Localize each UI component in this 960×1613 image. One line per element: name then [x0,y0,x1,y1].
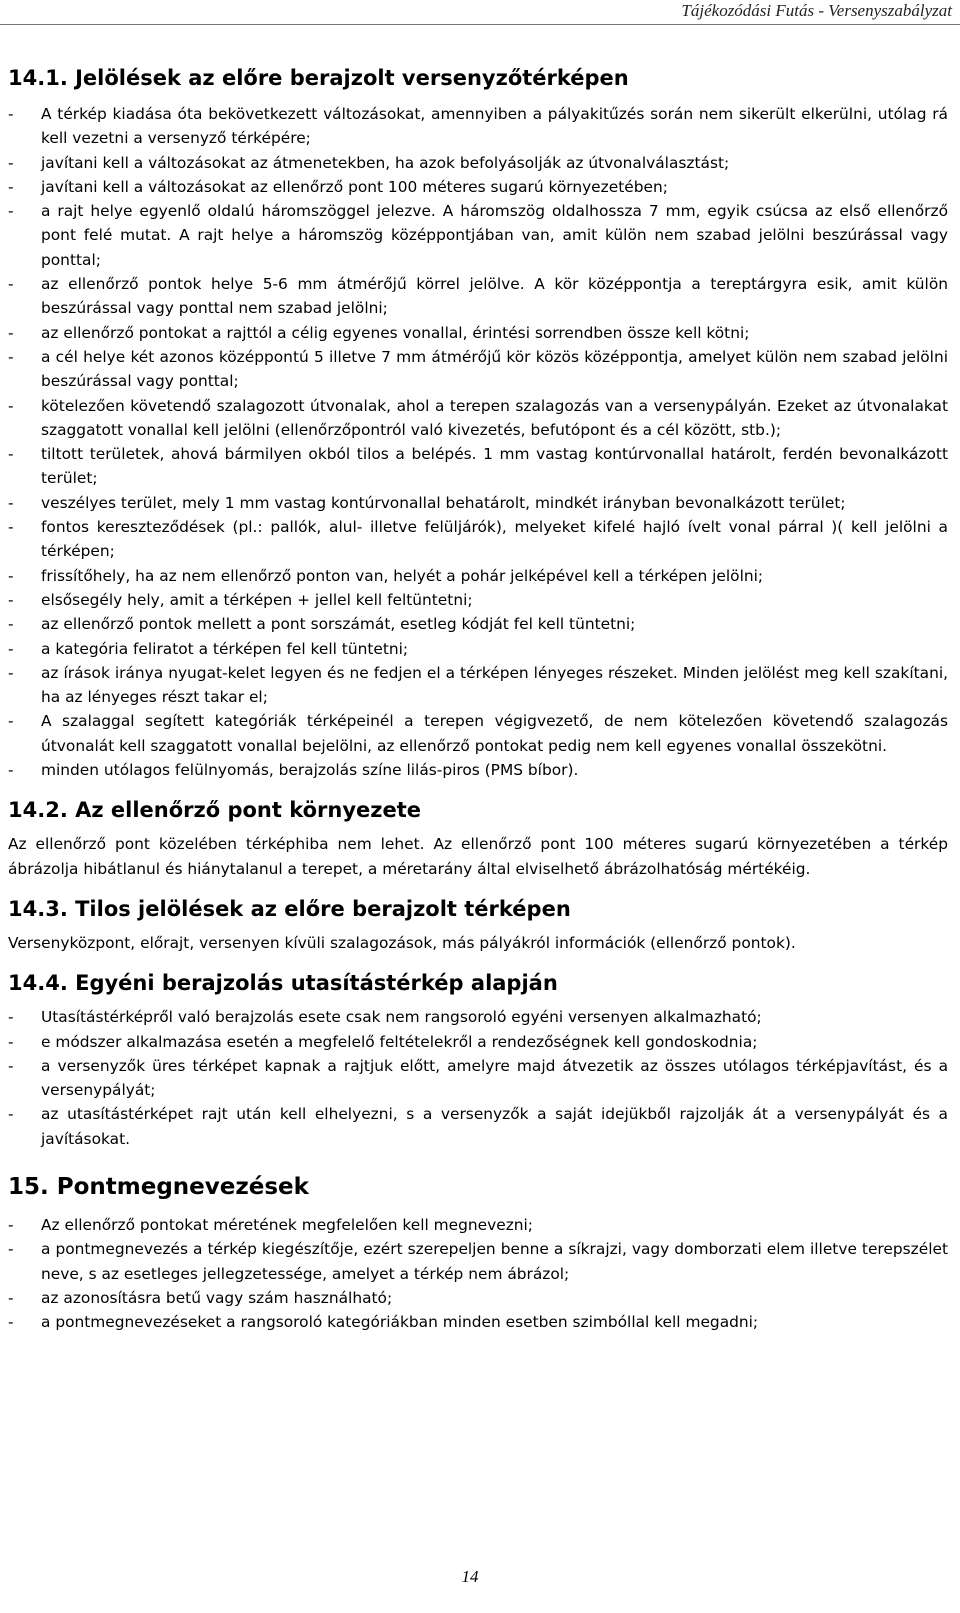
list-item: - a pontmegnevezés a térkép kiegészítője, ezért szerepeljen benne a síkrajzi, vagy domborzati elem illetve terepszélet neve, s az esetleges jellegzetessége, amelyet a térkép nem ábrázol; [8,1237,948,1286]
section-14-2-text: Az ellenőrző pont közelében térképhiba nem lehet. Az ellenőrző pont 100 méteres sugarú környezetében a térkép ábrázolja hibátlanul és hiánytalanul a terepet, a méretarány által elviselhető ábrázolhatóság mértékéig. [8,835,948,878]
list-item: - Az ellenőrző pontokat méretének megfelelően kell megnevezni; [8,1213,948,1237]
list-item: - az ellenőrző pontokat a rajttól a célig egyenes vonallal, érintési sorrendben össze kell kötni; [8,321,948,345]
section-14-4-list [8,1005,948,1151]
list-item: - az azonosításra betű vagy szám használható; [8,1286,948,1310]
section-14-3-text: Versenyközpont, előrajt, versenyen kívüli szalagozások, más pályákról információk (ellenőrző pontok). [8,933,796,952]
section-14-1-list [8,102,948,782]
list-item: - az ellenőrző pontok helye 5-6 mm átmérőjű körrel jelölve. A kör középpontja a tereptárgyra esik, amit külön beszúrással vagy ponttal nem szabad jelölni; [8,272,948,321]
list-item: - a kategória feliratot a térképen fel kell tüntetni; [8,637,948,661]
list-item: - tiltott területek, ahová bármilyen okból tilos a belépés. 1 mm vastag kontúrvonallal határolt, ferdén bevonalkázott terület; [8,442,948,491]
list-item: - Utasítástérképről való berajzolás esete csak nem rangsoroló egyéni versenyen alkalmazható; [8,1005,948,1029]
section-14-2-heading: 14.2. Az ellenőrző pont környezete [8,798,422,823]
list-item: - veszélyes terület, mely 1 mm vastag kontúrvonallal behatárolt, mindkét irányban bevonalkázott terület; [8,491,948,515]
list-item: - A térkép kiadása óta bekövetkezett változásokat, amennyiben a pályakitűzés során nem sikerült elkerülni, utólag rá kell vezetni a versenyző térképére; [8,102,948,151]
section-14-1-heading: 14.1. Jelölések az előre berajzolt versenyzőtérképen [8,66,629,90]
list-item: - elsősegély hely, amit a térképen + jellel kell feltüntetni; [8,588,948,612]
list-item: - kötelezően követendő szalagozott útvonalak, ahol a terepen szalagozás van a versenypályán. Ezeket az útvonalakat szaggatott vonallal kell jelölni (ellenőrzőpontról való kivezetés, befutópont és a cél között, stb.); [8,394,948,443]
list-item: - javítani kell a változásokat az átmenetekben, ha azok befolyásolják az útvonalválasztást; [8,151,948,175]
section-14-3-heading: 14.3. Tilos jelölések az előre berajzolt térképen [8,896,571,921]
list-item: - az ellenőrző pontok mellett a pont sorszámát, esetleg kódját fel kell tüntetni; [8,612,948,636]
list-item: - e módszer alkalmazása esetén a megfelelő feltételekről a rendezőségnek kell gondoskodnia; [8,1030,948,1054]
section-15-heading: 15. Pontmegnevezések [8,1173,309,1200]
list-item: - fontos kereszteződések (pl.: pallók, alul- illetve felüljárók), melyeket kifelé hajló ívelt vonal párral )( kell jelölni a térképen; [8,515,948,564]
section-15-list [8,1213,948,1334]
list-item: - minden utólagos felülnyomás, berajzolás színe lilás-piros (PMS bíbor). [8,758,948,782]
list-item: - a pontmegnevezéseket a rangsoroló kategóriákban minden esetben szimbóllal kell megadni; [8,1310,948,1334]
list-item: - a rajt helye egyenlő oldalú háromszöggel jelezve. A háromszög oldalhossza 7 mm, egyik csúcsa az első ellenőrző pont felé mutat. A rajt helye a háromszög középpontjában van, amit külön nem szabad jelölni beszúrással vagy ponttal; [8,199,948,272]
document-body [8,64,948,1334]
running-header: Tájékozódási Futás - Versenyszabályzat [681,1,952,20]
list-item: - frissítőhely, ha az nem ellenőrző ponton van, helyét a pohár jelképével kell a térképen jelölni; [8,564,948,588]
header-divider [0,24,960,25]
list-item: - a versenyzők üres térképet kapnak a rajtjuk előtt, amelyre majd átvezetik az összes utólagos térképjavítást, és a versenypályát; [8,1054,948,1103]
list-item: - az írások iránya nyugat-kelet legyen és ne fedjen el a térképen lényeges részeket. Minden jelölést meg kell szakítani, ha az lényeges részt takar el; [8,661,948,710]
list-item: - a cél helye két azonos középpontú 5 illetve 7 mm átmérőjű kör közös középpontja, amelyet külön nem szabad jelölni beszúrással vagy ponttal; [8,345,948,394]
list-item: - az utasítástérképet rajt után kell elhelyezni, s a versenyzők a saját idejükből rajzolják át a versenypályát és a javításokat. [8,1102,948,1151]
list-item: - A szalaggal segített kategóriák térképeinél a terepen végigvezető, de nem kötelezően követendő szalagozás útvonalát kell szaggatott vonallal bejelölni, az ellenőrző pontokat pedig nem kell egyenes vonallal összekötni. [8,709,948,758]
list-item: - javítani kell a változásokat az ellenőrző pont 100 méteres sugarú környezetében; [8,175,948,199]
page-number: 14 [461,1567,479,1586]
section-14-4-heading: 14.4. Egyéni berajzolás utasítástérkép alapján [8,971,558,996]
